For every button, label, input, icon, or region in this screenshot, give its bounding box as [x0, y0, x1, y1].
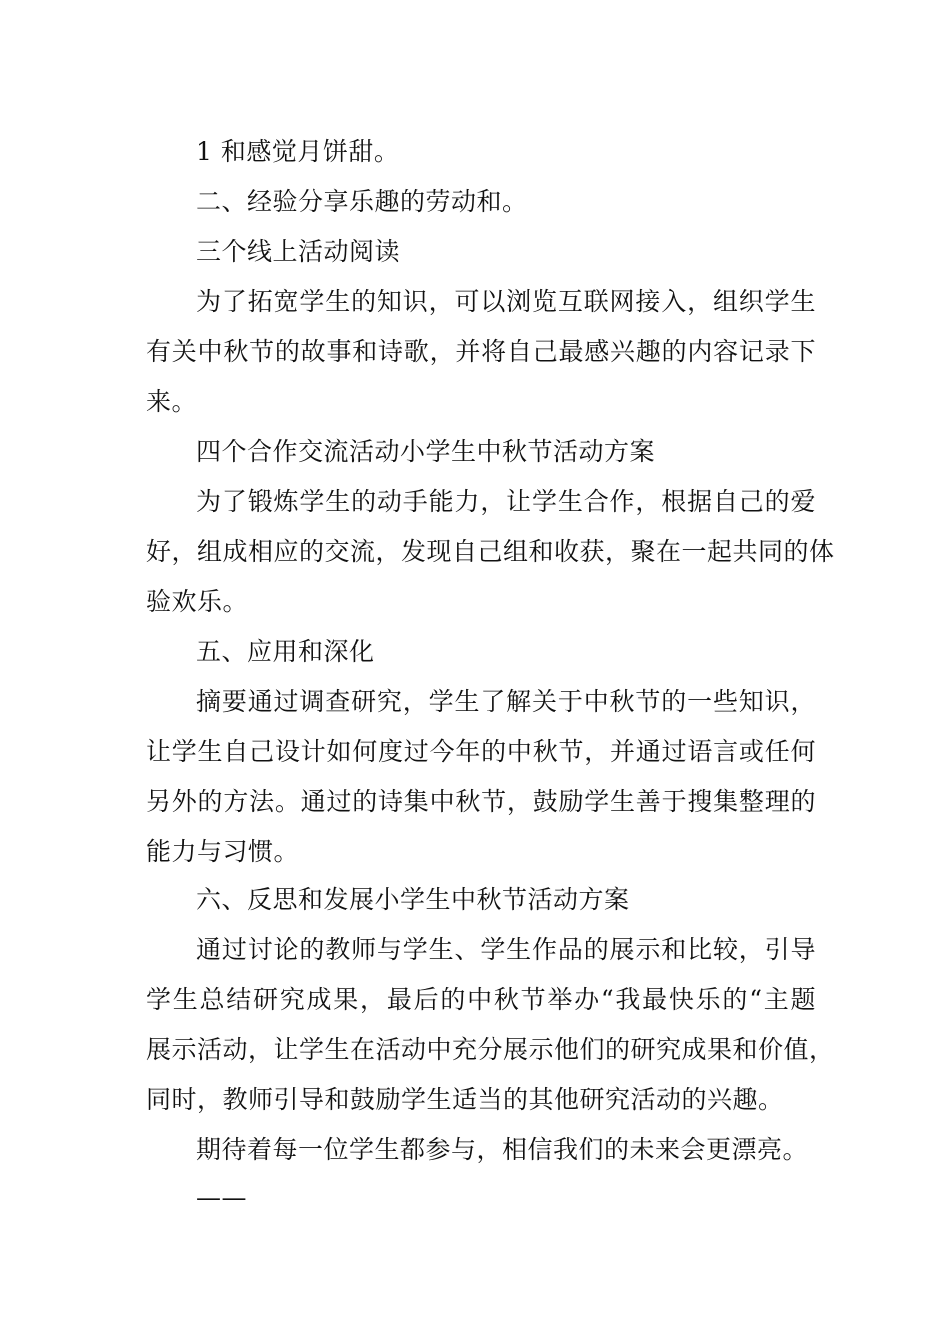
- paragraph-3-line-4: 能力与习惯。: [146, 837, 300, 866]
- heading-5: 五、应用和深化: [196, 637, 375, 666]
- paragraph-2-line-2: 好，组成相应的交流，发现自己组和收获，聚在一起共同的体: [146, 537, 835, 566]
- paragraph-4-line-3: 展示活动，让学生在活动中充分展示他们的研究成果和价值，: [146, 1035, 835, 1064]
- paragraph-3-line-1: 摘要通过调查研究，学生了解关于中秋节的一些知识，: [196, 687, 816, 716]
- paragraph-4-line-2: 学生总结研究成果，最后的中秋节举办“我最快乐的“主题: [146, 985, 816, 1014]
- paragraph-4-line-1: 通过讨论的教师与学生、学生作品的展示和比较，引导: [196, 935, 816, 964]
- heading-4: 四个合作交流活动小学生中秋节活动方案: [196, 437, 656, 466]
- trailing-dash: ——: [196, 1183, 247, 1212]
- heading-3: 三个线上活动阅读: [196, 237, 401, 266]
- paragraph-1-line-3: 来。: [146, 387, 198, 416]
- heading-6: 六、反思和发展小学生中秋节活动方案: [196, 885, 630, 914]
- text-line-1: 1 和感觉月饼甜。: [196, 137, 400, 166]
- heading-2: 二、经验分享乐趣的劳动和。: [196, 187, 528, 216]
- paragraph-4-line-4: 同时，教师引导和鼓励学生适当的其他研究活动的兴趣。: [146, 1085, 784, 1114]
- paragraph-1-line-2: 有关中秋节的故事和诗歌，并将自己最感兴趣的内容记录下: [146, 337, 816, 366]
- closing-line: 期待着每一位学生都参与，相信我们的未来会更漂亮。: [196, 1135, 809, 1164]
- paragraph-2-line-3: 验欢乐。: [146, 587, 249, 616]
- paragraph-3-line-2: 让学生自己设计如何度过今年的中秋节，并通过语言或任何: [146, 737, 816, 766]
- paragraph-2-line-1: 为了锻炼学生的动手能力，让学生合作，根据自己的爱: [196, 487, 816, 516]
- paragraph-1-line-1: 为了拓宽学生的知识，可以浏览互联网接入，组织学生: [196, 287, 816, 316]
- paragraph-3-line-3: 另外的方法。通过的诗集中秋节，鼓励学生善于搜集整理的: [146, 787, 816, 816]
